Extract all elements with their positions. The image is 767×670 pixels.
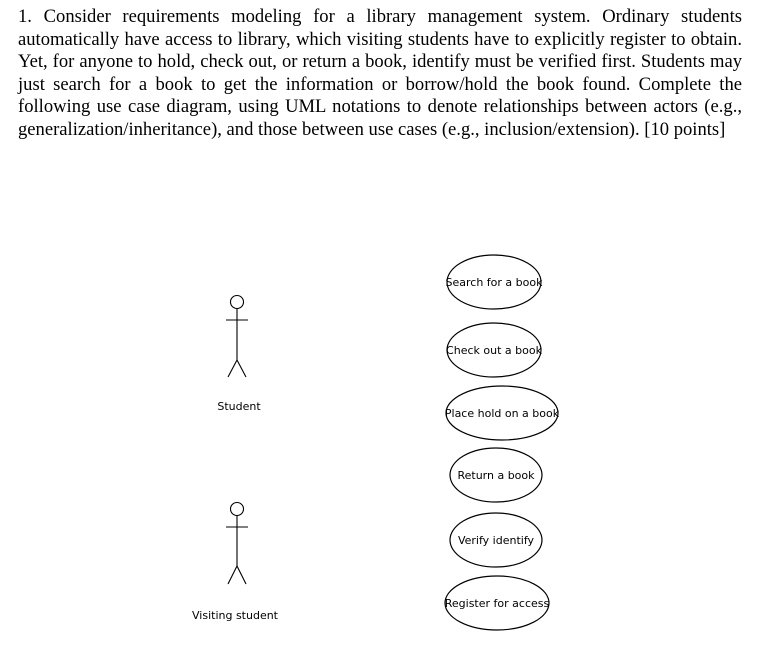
actor-visiting-student-right-leg xyxy=(237,566,246,584)
actor-student-right-leg xyxy=(237,360,246,377)
use-case-search-for-a-book xyxy=(446,255,544,309)
use-case-verify-identify xyxy=(450,513,542,567)
use-case-check-out-a-book xyxy=(446,323,543,377)
actor-visiting-student-head xyxy=(231,503,244,516)
use-case-return-a-book-label: Return a book xyxy=(457,469,535,482)
actor-visiting-student-label: Visiting student xyxy=(192,609,278,622)
use-case-search-for-a-book-label: Search for a book xyxy=(445,276,543,289)
actor-student-left-leg xyxy=(228,360,237,377)
use-case-register-for-access xyxy=(445,576,550,630)
use-case-register-for-access-label: Register for access xyxy=(444,597,550,610)
use-case-check-out-a-book-label: Check out a book xyxy=(446,344,542,357)
question-text: 1. Consider requirements modeling for a library management system. Ordinary students automatically have access to library, which visiting students have to explicitly register to obtain. Yet, for anyone to hold, check out, or return a book, identify must be verified first. Students may just search for a book to get the information or borrow/hold the book found. Complete the following use case diagram, using UML notations to denote relationships between actors (e.g., generalization/inheritance), and those between use cases (e.g., inclusion/extension). [10 points] xyxy=(18,6,742,140)
use-case-return-a-book xyxy=(450,448,542,502)
actor-student-head xyxy=(231,296,244,309)
use-case-place-hold-on-a-book xyxy=(445,386,560,440)
actor-student xyxy=(217,296,261,414)
use-case-place-hold-on-a-book-label: Place hold on a book xyxy=(444,407,560,420)
actor-visiting-student xyxy=(192,503,279,623)
actor-visiting-student-left-leg xyxy=(228,566,237,584)
actor-student-label: Student xyxy=(217,400,261,413)
use-case-verify-identify-label: Verify identify xyxy=(457,534,535,547)
